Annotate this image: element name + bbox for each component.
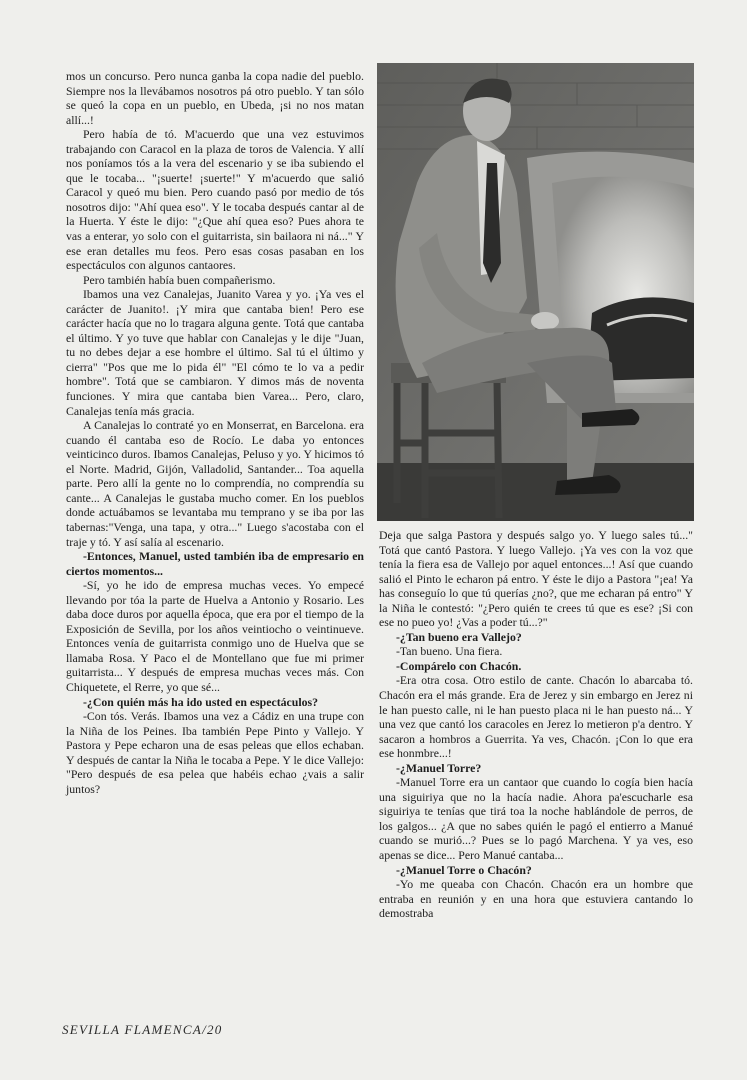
paragraph: A Canalejas lo contraté yo en Monserrat, en Barcelona. era cuando él cantaba eso de Rocío. Le daba yo entonces veinticinco duros. Ibamos Canalejas, Peluso y yo. Y hicimos tó el Norte. Madrid, Gijón, Valladolid, Santander... Toa aquella parte. Pero allí la gente no lo comprendía, no comprendía su cante... A Canalejas le gustaba mucho comer. En los pueblos donde actuábamos se levantaba mu temprano y se iba por las tabernas:"Venga, una tapa, y otra..." Luego s'acostaba con el traje y tó. Y así salía al escenario.	[66, 418, 364, 549]
paragraph: Deja que salga Pastora y después salgo yo. Y luego sales tú..." Totá que cantó Pastora. Y luego Vallejo. ¡Ya ves con la voz que tenía la fiera esa de Vallejo por aquel entonces...! Así que cuando salió el Pinto le echaron pá entro. Y éste le dijo a Pastora "¡ea! Ya has conseguío lo que tú querías ¿no?, que me echaran pá entro" Y la Niña le contestó: "¿Pero quién te crees tú que es ese? ¡Si con ese no pueo yo! ¿Vas a poder tú...?"	[379, 528, 693, 630]
interview-question: -¿Tan bueno era Vallejo?	[396, 629, 522, 644]
paragraph: Pero también había buen compañerismo.	[83, 272, 276, 287]
interview-question: -Entonces, Manuel, usted también iba de empresario en ciertos momentos...	[66, 549, 364, 578]
interview-question: -¿Manuel Torre?	[396, 760, 482, 775]
photo-man-seated-by-fireplace	[377, 63, 694, 521]
interview-question: -¿Con quién más ha ido usted en espectáculos?	[83, 694, 318, 709]
paragraph: Ibamos una vez Canalejas, Juanito Varea y yo. ¡Ya ves el carácter de Juanito!. ¡Y mira que cantaba bien! Pero ese carácter hacía que no lo tragara alguna gente. Totá que cantaba el último. Y yo tuve que hablar con Canalejas y le dije "Juan, tu no debes dejar a ese hombre el último. Sal tú el último y cierra" "Pos que me lo pida él" "El cómo te lo va a pedir hombre". Totá que se cambiaron. Y dimos más de noventa funciones. Y mira que cantaba bien Varea... Pero, claro, Canalejas tenía más gracia.	[66, 287, 364, 418]
paragraph: -Sí, yo he ido de empresa muchas veces. Yo empecé llevando por tóa la parte de Huelva a Antonio y Rosario. Les daba doce duros por aquella época, que era por el tiempo de la Exposición de Sevilla, por los años veintiocho o veintinueve. Entonces venía de guitarrista conmigo uno de Huelva que se llamaba Rosa. Y Paco el de Montellano que fue mi primer guitarrista... Y después de empresa muchas veces más. Con Chiquetete, el Rerre, yo que sé...	[66, 578, 364, 694]
interview-question: -Compárelo con Chacón.	[396, 658, 522, 673]
interview-question: -¿Manuel Torre o Chacón?	[396, 862, 532, 877]
article-column-left	[66, 69, 364, 796]
paragraph: -Era otra cosa. Otro estilo de cante. Chacón lo abarcaba tó. Chacón era el más grande. Era de Jerez y sin embargo en Jerez ni le han puesto calle, ni le han puesto placa ni le han puesto ná... Y una vez que cantó los caracoles en Jerez lo metieron p'a dentro. Y sacaron a hombros a Guerrita. Ya ves, Chacón. ¡Con lo que era ese honmbre...!	[379, 673, 693, 761]
page-footer: SEVILLA FLAMENCA/20	[62, 1022, 223, 1037]
paragraph: Pero había de tó. M'acuerdo que una vez estuvimos trabajando con Caracol en la plaza de toros de Valencia. Y allí nos poníamos tós a la vera del escenario y se iba subiendo el que le tocaba... "¡suerte! ¡suerte!" Y m'acuerdo que salió Caracol y queó mu bien. Pero cuando pasó por medio de tós nosotros dijo: "Ahí quea eso". Y le tocaba después cantar al de la Huerta. Y éste le dijo: "¿Que ahí quea eso? Pues ahora te vas a enterar, yo solo con el guitarrista, sin bailaora ni ná..." Y ese eran detalles mu feos. Pero esas cosas pasaban en los espectáculos con algunos cantaores.	[66, 127, 364, 273]
article-column-right	[379, 528, 693, 921]
paragraph: -Manuel Torre era un cantaor que cuando lo cogía bien hacía una siguiriya que no la hacía nadie. Ahora pa'escucharle esa siguiriya te tenías que tirá toa la noche hablándole de perros, de los galgos... ¿A que no sabes quién le pagó el entierro a Manué cuando se murió...? Pues se lo pagó Marchena. Y ya ves, eso apenas se dice... Pero Manué cantaba...	[379, 775, 693, 863]
paragraph: -Yo me queaba con Chacón. Chacón era un hombre que entraba en reunión y en una hora que estuviera cantando lo demostraba	[379, 877, 693, 921]
paragraph: -Tan bueno. Una fiera.	[396, 644, 503, 659]
paragraph: mos un concurso. Pero nunca ganba la copa nadie del pueblo. Siempre nos la llevábamos nosotros pá otro pueblo. Y tan sólo se queó la copa en un pueblo, en Ubeda, ¡si no nos matan allí...!	[66, 69, 364, 127]
paragraph: -Con tós. Verás. Ibamos una vez a Cádiz en una trupe con la Niña de los Peines. Iba también Pepe Pinto y Vallejo. Y Pastora y Pepe echaron una de esas peleas que ellos echaban. Y después de cantar la Niña le tocaba a Pepe. Y le dice Vallejo: "Pero después de esa pelea que habéis echao ¿vais a salir juntos?	[66, 709, 364, 796]
